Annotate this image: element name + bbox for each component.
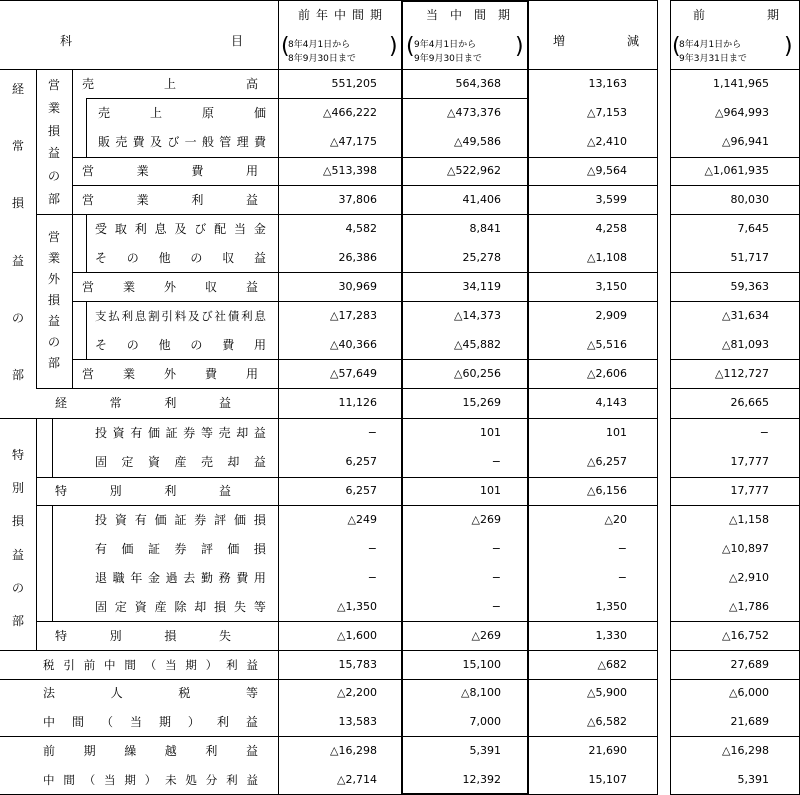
row-label: 投 資 有 価 証 券 等 売 却 益 [95,426,266,440]
cell-year: △6,000 [729,686,769,699]
cell-year: △1,061,935 [704,164,769,177]
cell-year: △10,897 [722,542,769,555]
row-label: 法 人 税 等 [43,686,258,700]
cell-year: 5,391 [737,773,769,786]
row-label: 営 業 利 益 [82,193,258,207]
cell-diff: − [617,571,627,584]
cell-prev: △1,350 [337,600,377,613]
header-change-1: 増 [553,34,566,48]
cell-curr: △269 [471,629,501,642]
cell-prev: 15,783 [338,658,377,671]
cell-curr: △8,100 [461,686,501,699]
cell-prev: △249 [347,513,377,526]
cell-prev: △466,222 [323,106,377,119]
cell-diff: 1,330 [595,629,627,642]
cell-diff: 13,163 [588,77,627,90]
cell-diff: △682 [597,658,627,671]
cell-year: 1,141,965 [713,77,769,90]
cell-year: 17,777 [730,484,769,497]
header-prev-year-to: 9年3月31日まで [679,54,747,64]
cell-curr: − [491,542,501,555]
cell-prev: △1,600 [337,629,377,642]
paren-right: ) [515,34,524,59]
cell-diff: 15,107 [588,773,627,786]
cell-diff: △2,606 [587,367,627,380]
header-prev-year-2: 期 [767,8,780,22]
row-label: 経 常 利 益 [55,396,231,410]
row-label: 売 上 高 [82,77,258,91]
cell-diff: △9,564 [587,164,627,177]
cell-diff: △7,153 [587,106,627,119]
row-label: そ の 他 の 費 用 [95,338,266,352]
cell-year: 80,030 [730,193,769,206]
cell-curr: 8,841 [469,222,501,235]
row-label: 中 間 （ 当 期 ） 利 益 [43,715,258,729]
cell-year: △112,727 [715,367,769,380]
cell-diff: 4,258 [595,222,627,235]
cell-diff: 4,143 [595,396,627,409]
cell-curr: 101 [480,426,501,439]
cell-year: △16,752 [722,629,769,642]
row-label: 固 定 資 産 除 却 損 失 等 [95,600,266,614]
cell-prev: △57,649 [330,367,377,380]
cell-year: 21,689 [730,715,769,728]
paren-left: ( [406,34,415,59]
cell-curr: △269 [471,513,501,526]
cell-year: 51,717 [730,251,769,264]
cell-diff: △2,410 [587,135,627,148]
cell-curr: − [491,571,501,584]
row-label: 前 期 繰 越 利 益 [43,744,258,758]
cell-prev: 6,257 [345,484,377,497]
cell-curr: 12,392 [462,773,501,786]
row-label: 売 上 原 価 [98,106,266,120]
row-label: 固 定 資 産 売 却 益 [95,455,266,469]
cell-prev: △2,200 [337,686,377,699]
cell-prev: − [367,571,377,584]
cell-curr: 34,119 [462,280,501,293]
cell-year: △96,941 [722,135,769,148]
cell-prev: △40,366 [330,338,377,351]
cell-curr: △522,962 [447,164,501,177]
cell-diff: 3,599 [595,193,627,206]
header-prev-year-1: 前 [693,8,706,22]
row-label: そ の 他 の 収 益 [95,251,266,265]
row-label: 販 売 費 及 び 一 般 管 理 費 [98,135,266,149]
cell-diff: △1,108 [587,251,627,264]
cell-diff: 2,909 [595,309,627,322]
row-label: 有 価 証 券 評 価 損 [95,542,266,556]
cell-curr: 41,406 [462,193,501,206]
cell-diff: △6,257 [587,455,627,468]
header-subject-1: 科 [60,34,73,48]
cell-year: △81,093 [722,338,769,351]
paren-left: ( [672,34,681,59]
cell-diff: △5,516 [587,338,627,351]
cell-year: △16,298 [722,744,769,757]
cell-year: 17,777 [730,455,769,468]
cell-prev: △2,714 [337,773,377,786]
header-subject-2: 目 [231,34,244,48]
cell-diff: 21,690 [588,744,627,757]
header-prev-interim-title: 前 年 中 間 期 [298,8,382,22]
header-curr-interim-title: 当 中 間 期 [426,8,510,22]
row-label: 中 間 （ 当 期 ） 未 処 分 利 益 [43,773,258,787]
paren-left: ( [281,34,290,59]
cell-prev: △17,283 [330,309,377,322]
cell-year: 26,665 [730,396,769,409]
cell-diff: 3,150 [595,280,627,293]
section-operating-label: 営 業 損 益 の 部 [47,78,60,206]
section-ordinary-label: 経 常 損 益 の 部 [11,82,24,382]
row-label: 税 引 前 中 間 （ 当 期 ） 利 益 [43,658,258,672]
cell-year: △1,786 [729,600,769,613]
cell-prev: 551,205 [331,77,377,90]
header-curr-interim-from: 9年4月1日から [414,40,477,50]
cell-diff: △6,156 [587,484,627,497]
cell-prev: 30,969 [338,280,377,293]
header-prev-interim-from: 8年4月1日から [288,40,351,50]
row-label: 退 職 年 金 過 去 勤 務 費 用 [95,571,266,585]
cell-curr: 101 [480,484,501,497]
cell-diff: △6,582 [587,715,627,728]
cell-curr: 15,100 [462,658,501,671]
cell-prev: − [367,542,377,555]
cell-curr: 15,269 [462,396,501,409]
cell-curr: − [491,600,501,613]
row-label: 支 払 利 息 割 引 料 及 び 社 債 利 息 [95,309,266,323]
cell-year: − [759,426,769,439]
row-label: 投 資 有 価 証 券 評 価 損 [95,513,266,527]
cell-curr: △473,376 [447,106,501,119]
row-label: 営 業 外 費 用 [82,367,258,381]
cell-year: △1,158 [729,513,769,526]
row-label: 特 別 利 益 [55,484,231,498]
section-special-label: 特 別 損 益 の 部 [11,448,24,628]
row-label: 特 別 損 失 [55,629,231,643]
cell-year: 7,645 [737,222,769,235]
cell-prev: △47,175 [330,135,377,148]
cell-curr: 25,278 [462,251,501,264]
header-curr-interim-to: 9年9月30日まで [414,54,482,64]
cell-diff: △20 [604,513,627,526]
cell-prev: 4,582 [345,222,377,235]
cell-diff: 1,350 [595,600,627,613]
cell-curr: − [491,455,501,468]
cell-prev: △513,398 [323,164,377,177]
cell-year: 59,363 [730,280,769,293]
cell-diff: △5,900 [587,686,627,699]
header-prev-year-from: 8年4月1日から [679,40,742,50]
cell-curr: △49,586 [454,135,501,148]
cell-diff: 101 [606,426,627,439]
cell-prev: 13,583 [338,715,377,728]
cell-curr: 564,368 [455,77,501,90]
cell-prev: − [367,426,377,439]
section-nonoperating-label: 営 業 外 損 益 の 部 [47,230,60,370]
row-label: 営 業 外 収 益 [82,280,258,294]
cell-year: △964,993 [715,106,769,119]
cell-prev: 11,126 [338,396,377,409]
row-label: 受 取 利 息 及 び 配 当 金 [95,222,266,236]
paren-right: ) [784,34,793,59]
paren-right: ) [389,34,398,59]
cell-year: △31,634 [722,309,769,322]
header-change-2: 減 [627,34,640,48]
row-label: 営 業 費 用 [82,164,258,178]
cell-year: △2,910 [729,571,769,584]
cell-curr: 7,000 [469,715,501,728]
cell-diff: − [617,542,627,555]
cell-prev: 26,386 [338,251,377,264]
cell-prev: 37,806 [338,193,377,206]
cell-curr: △14,373 [454,309,501,322]
cell-curr: △45,882 [454,338,501,351]
cell-prev: 6,257 [345,455,377,468]
cell-year: 27,689 [730,658,769,671]
cell-prev: △16,298 [330,744,377,757]
header-prev-interim-to: 8年9月30日まで [288,54,356,64]
cell-curr: △60,256 [454,367,501,380]
cell-curr: 5,391 [469,744,501,757]
